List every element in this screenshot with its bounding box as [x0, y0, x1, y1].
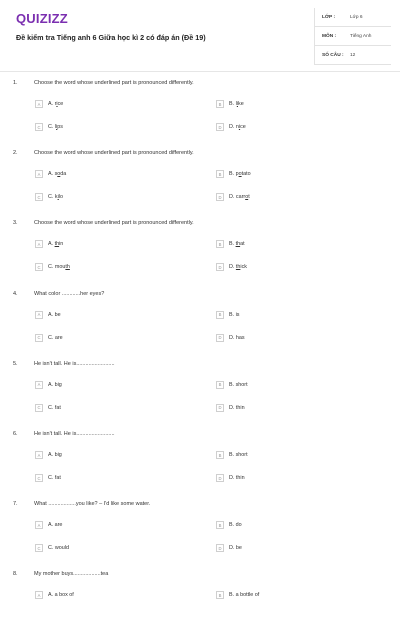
option-letter-box: B [216, 170, 224, 178]
option-label: A. soda [48, 171, 67, 178]
option-label: B. do [229, 522, 242, 529]
option-label: C. lips [48, 124, 63, 130]
underlined-part: th [54, 241, 60, 248]
question-item [0, 361, 400, 431]
question-number: 5. [13, 360, 18, 367]
document-title: Đề kiểm tra Tiếng anh 6 Giữa học kì 2 có đáp án (Đề 19) [16, 33, 206, 42]
option-label: D. thin [229, 404, 245, 411]
question-item [0, 501, 400, 571]
underlined-part: i [57, 194, 59, 201]
answer-option-a[interactable] [35, 99, 63, 109]
question-number: 7. [13, 501, 18, 508]
info-label: MÔN : [322, 33, 337, 39]
option-label: A. big [48, 452, 62, 458]
answer-option-b[interactable] [216, 450, 248, 460]
answer-option-a[interactable] [35, 169, 66, 179]
option-letter-box: B [216, 100, 224, 108]
option-label: B. is [229, 311, 240, 318]
question-item [0, 80, 400, 150]
answer-option-a[interactable] [35, 310, 61, 320]
option-label: D. thin [229, 475, 245, 481]
question-item [0, 150, 400, 220]
answer-option-b[interactable] [216, 239, 245, 249]
question-number: 3. [13, 220, 18, 227]
underlined-part: i [56, 124, 58, 130]
question-number: 1. [13, 80, 18, 86]
option-label: D. carrot [229, 194, 250, 201]
underlined-part: th [65, 264, 70, 271]
question-text: What ..................you like? – I'd like some water. [34, 501, 151, 508]
option-label: D. be [229, 545, 242, 552]
option-letter-box: C [35, 193, 43, 201]
answer-option-c[interactable] [35, 473, 61, 483]
info-row-class [315, 8, 391, 27]
answer-option-a[interactable] [35, 239, 63, 249]
answer-option-b[interactable] [216, 380, 248, 390]
option-letter-box: D [216, 334, 224, 342]
question-number: 2. [13, 150, 18, 157]
underlined-part: i [236, 101, 238, 107]
option-label: A. thin [48, 241, 64, 248]
option-letter-box: D [216, 123, 224, 131]
answer-option-d[interactable] [216, 192, 250, 202]
option-letter-box: C [35, 404, 43, 412]
option-label: B. short [229, 452, 248, 458]
option-label: B. that [229, 241, 245, 248]
option-letter-box: C [35, 544, 43, 552]
option-letter-box: B [216, 381, 224, 389]
question-text: He isn't tall. He is......................... [34, 360, 115, 367]
question-text: My mother buys..................tea [34, 571, 109, 578]
answer-option-a[interactable] [35, 450, 62, 460]
header-divider [0, 71, 400, 72]
option-letter-box: C [35, 123, 43, 131]
question-text: He isn't tall. He is......................... [34, 431, 115, 437]
underlined-part: i [56, 101, 58, 107]
option-letter-box: D [216, 474, 224, 482]
worksheet-header [0, 0, 400, 72]
question-number: 8. [13, 571, 18, 578]
underlined-part: th [235, 241, 241, 248]
option-label: C. kilo [48, 194, 63, 201]
option-letter-box: C [35, 334, 43, 342]
option-label: A. big [48, 381, 62, 388]
question-text: Choose the word whose underlined part is pronounced differently. [34, 80, 194, 86]
answer-option-a[interactable] [35, 590, 74, 600]
option-letter-box: A [35, 170, 43, 178]
underlined-part: th [235, 264, 241, 271]
option-letter-box: A [35, 381, 43, 389]
info-row-subject [315, 27, 391, 46]
info-value: Tiếng Anh [350, 33, 372, 39]
option-letter-box: D [216, 193, 224, 201]
underlined-part: o [245, 194, 249, 201]
option-letter-box: A [35, 521, 43, 529]
question-number: 6. [13, 431, 18, 437]
option-letter-box: A [35, 100, 43, 108]
option-label: A. rice [48, 101, 64, 107]
info-value: Lớp 6 [350, 14, 363, 20]
option-letter-box: D [216, 263, 224, 271]
option-letter-box: A [35, 311, 43, 319]
info-label: SỐ CÂU : [322, 52, 344, 58]
answer-option-d[interactable] [216, 262, 247, 272]
option-letter-box: B [216, 311, 224, 319]
underlined-part: i [238, 124, 241, 130]
option-letter-box: B [216, 451, 224, 459]
answer-option-a[interactable] [35, 520, 62, 530]
answer-option-c[interactable] [35, 403, 61, 413]
option-label: D. has [229, 334, 245, 341]
underlined-part: o [238, 171, 242, 178]
option-label: B. a bottle of [229, 592, 260, 599]
info-row-count [315, 46, 391, 65]
option-letter-box: B [216, 240, 224, 248]
info-label: LỚP : [322, 14, 336, 20]
option-label: C. would [48, 545, 69, 552]
info-value: 12 [350, 52, 356, 58]
option-letter-box: A [35, 240, 43, 248]
answer-option-b[interactable] [216, 99, 244, 109]
quizizz-logo: QUIZIZZ [16, 11, 68, 26]
answer-option-d[interactable] [216, 473, 245, 483]
answer-option-c[interactable] [35, 192, 63, 202]
question-item [0, 431, 400, 501]
option-label: C. mouth [48, 264, 70, 271]
answer-option-c[interactable] [35, 122, 63, 132]
option-letter-box: C [35, 474, 43, 482]
answer-option-c[interactable] [35, 333, 63, 343]
option-label: D. thick [229, 264, 247, 271]
answer-option-c[interactable] [35, 543, 69, 553]
option-label: B. like [229, 101, 244, 107]
question-number: 4. [13, 290, 18, 297]
option-letter-box: B [216, 591, 224, 599]
answer-option-d[interactable] [216, 403, 245, 413]
question-item [0, 291, 400, 361]
info-table [314, 8, 391, 65]
question-text: Choose the word whose underlined part is pronounced differently. [34, 150, 194, 157]
option-label: D. nice [229, 124, 246, 130]
option-label: C. fat [48, 404, 61, 411]
option-letter-box: B [216, 521, 224, 529]
option-letter-box: D [216, 404, 224, 412]
option-letter-box: A [35, 591, 43, 599]
option-label: C. are [48, 334, 63, 341]
option-label: B. short [229, 381, 248, 388]
option-label: C. fat [48, 475, 61, 481]
answer-option-d[interactable] [216, 543, 242, 553]
question-text: Choose the word whose underlined part is pronounced differently. [34, 220, 194, 227]
answer-option-a[interactable] [35, 380, 62, 390]
option-label: A. be [48, 311, 61, 318]
option-letter-box: D [216, 544, 224, 552]
option-label: B. potato [229, 171, 251, 178]
answer-option-b[interactable] [216, 310, 239, 320]
answer-option-b[interactable] [216, 520, 242, 530]
underlined-part: o [57, 171, 61, 178]
answer-option-b[interactable] [216, 169, 251, 179]
option-letter-box: A [35, 451, 43, 459]
option-letter-box: C [35, 263, 43, 271]
option-label: A. are [48, 522, 63, 529]
question-text: What color ............her eyes? [34, 290, 105, 297]
answer-option-c[interactable] [35, 262, 70, 272]
question-item [0, 571, 400, 641]
answer-option-d[interactable] [216, 333, 245, 343]
answer-option-b[interactable] [216, 590, 259, 600]
option-label: A. a box of [48, 592, 74, 599]
question-item [0, 220, 400, 290]
answer-option-d[interactable] [216, 122, 246, 132]
